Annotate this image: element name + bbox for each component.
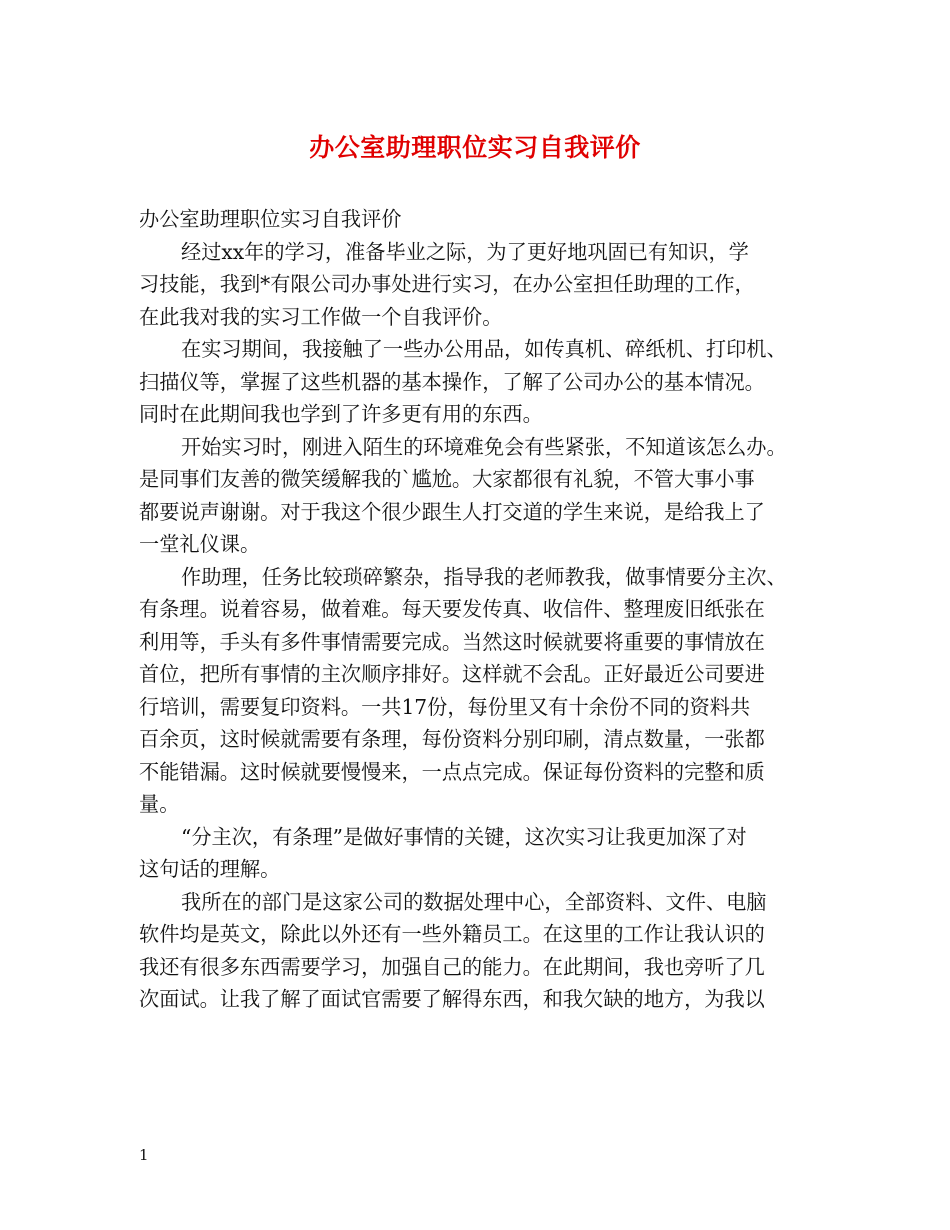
page-number: 1 (139, 1146, 149, 1164)
text-line: 在此我对我的实习工作做一个自我评价。 (139, 304, 503, 329)
text-line: 不能错漏。这时候就要慢慢来，一点点完成。保证每份资料的完整和质 (139, 759, 765, 784)
text-line: 同时在此期间我也学到了许多更有用的东西。 (139, 402, 543, 426)
text-line: 我还有很多东西需要学习，加强自己的能力。在此期间，我也旁听了几 (139, 954, 765, 979)
text-line: 都要说声谢谢。对于我这个很少跟生人打交道的学生来说，是给我上了 (139, 499, 765, 524)
text-line: 量。 (139, 792, 180, 816)
text-line: 经过xx年的学习，准备毕业之际，为了更好地巩固已有知识，学 (181, 239, 749, 264)
text-line: 在实习期间，我接触了一些办公用品，如传真机、碎纸机、打印机、 (181, 337, 787, 361)
text-line: 作助理，任务比较琐碎繁杂，指导我的老师教我，做事情要分主次、 (181, 564, 787, 589)
text-line: 扫描仪等，掌握了这些机器的基本操作，了解了公司办公的基本情况。 (139, 369, 765, 394)
text-line: 开始实习时，刚进入陌生的环境难免会有些紧张，不知道该怎么办。 (181, 434, 787, 459)
document-body (139, 203, 829, 1016)
text-line: 我所在的部门是这家公司的数据处理中心，全部资料、文件、电脑 (181, 889, 767, 914)
text-line: 是同事们友善的微笑缓解我的`尴尬。大家都很有礼貌，不管大事小事 (139, 467, 755, 491)
text-line: 首位，把所有事情的主次顺序排好。这样就不会乱。正好最近公司要进 (139, 662, 765, 686)
text-line: 软件均是英文，除此以外还有一些外籍员工。在这里的工作让我认识的 (139, 922, 765, 946)
text-line: 有条理。说着容易，做着难。每天要发传真、收信件、整理废旧纸张在 (139, 597, 765, 621)
document-title: 办公室助理职位实习自我评价 (309, 133, 641, 162)
text-line: 利用等，手头有多件事情需要完成。当然这时候就要将重要的事情放在 (139, 629, 765, 654)
text-line: 行培训，需要复印资料。一共17份，每份里又有十余份不同的资料共 (139, 694, 751, 719)
text-line: 这句话的理解。 (139, 857, 281, 881)
text-line: 百余页，这时候就需要有条理，每份资料分别印刷，清点数量，一张都 (139, 727, 765, 751)
text-line: 习技能，我到*有限公司办事处进行实习，在办公室担任助理的工作， (139, 272, 755, 296)
text-line: 一堂礼仪课。 (139, 532, 261, 556)
text-line: “分主次，有条理”是做好事情的关键，这次实习让我更加深了对 (181, 824, 747, 849)
text-line: 次面试。让我了解了面试官需要了解得东西，和我欠缺的地方，为我以 (139, 987, 765, 1011)
text-line: 办公室助理职位实习自我评价 (139, 207, 402, 231)
